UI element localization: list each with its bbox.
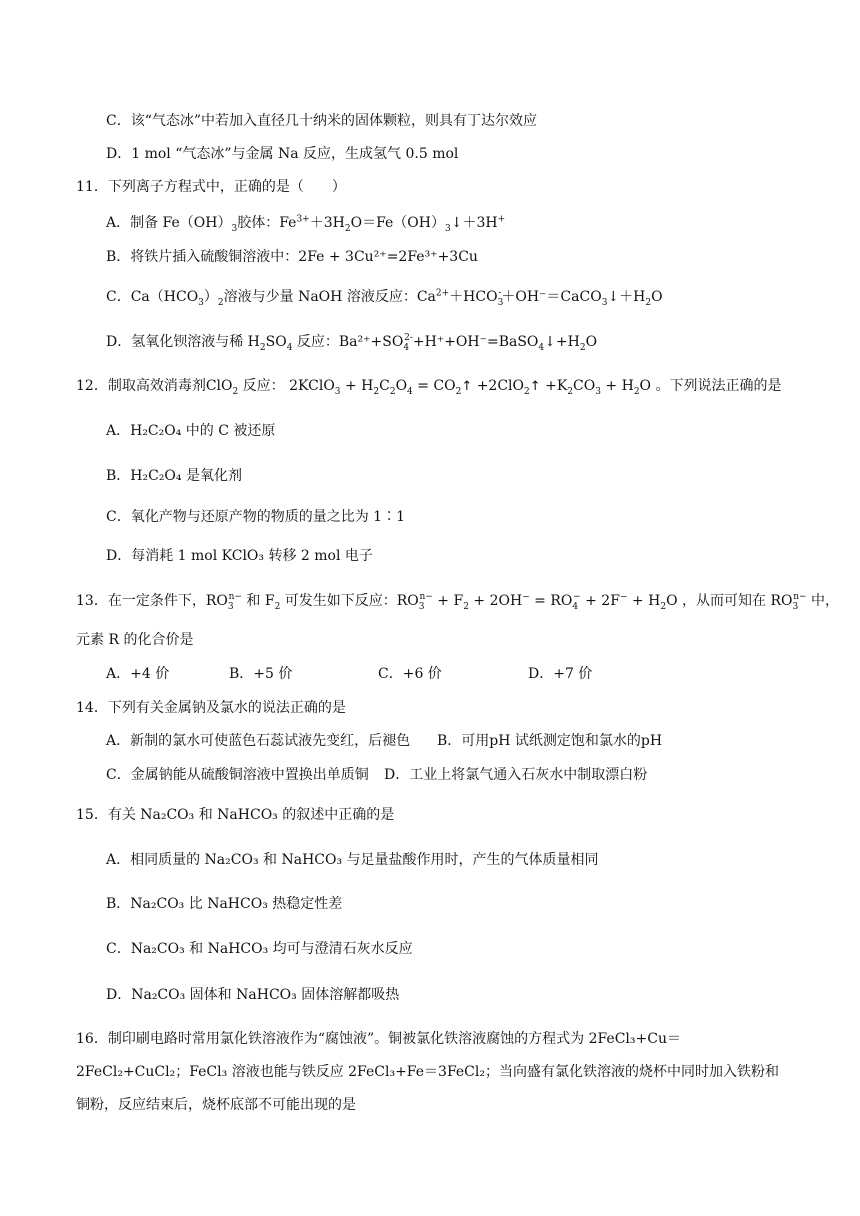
q13-option-a: A．+4 价 <box>106 666 170 682</box>
q12-option-c: C．氧化产物与还原产物的物质的量之比为 1∶1 <box>106 509 405 525</box>
q11-option-a: A．制备 $Fe(OH)_3$胶体：$Fe^{3+}+3H_2O=Fe(OH)_3↓+3H^+$ <box>106 214 506 234</box>
q13-stem-line2: 元素 R 的化合价是 <box>76 632 194 648</box>
q15-option-d: D．Na₂CO₃ 固体和 NaHCO₃ 固体溶解都吸热 <box>106 987 400 1003</box>
q14-option-b: B．可用pH 试纸测定饱和氯水的pH <box>437 733 663 749</box>
q16-stem-line2: 2FeCl₂+CuCl₂；FeCl₃ 溶液也能与铁反应 2FeCl₃+Fe＝3FeCl₂；当向盛有氯化铁溶液的烧杯中同时加入铁粉和 <box>76 1064 779 1080</box>
q14-option-c: C．金属钠能从硫酸铜溶液中置换出单质铜 <box>106 767 369 783</box>
q15-option-a: A．相同质量的 Na₂CO₃ 和 NaHCO₃ 与足量盐酸作用时，产生的气体质量相同 <box>106 852 599 868</box>
q13-stem: 13．在一定条件下，$RO_3^{n-}$ 和 $F_2$ 可发生如下反应：$RO_3^{n-} + F_2 + 2OH^- = RO_4^- + 2F^- + H_2O$ ，从而可知在 $RO_3^{n-}$ 中， <box>76 592 839 612</box>
q11-option-d: D．氢氧化钡溶液与稀 $H_2SO_4$ 反应：$Ba^{2+}+SO_4^{2-}+H^++OH^-=BaSO_4↓+H_2O$ <box>106 333 598 353</box>
q13-option-d: D．+7 价 <box>528 666 593 682</box>
q11-option-c: C．$Ca(HCO_3)_2$溶液与少量 NaOH 溶液反应：$Ca^{2+}+HCO_3^-+OH^-=CaCO_3↓+H_2O$ <box>106 288 663 308</box>
q15-stem: 15．有关 Na₂CO₃ 和 NaHCO₃ 的叙述中正确的是 <box>76 807 395 823</box>
q16-stem-line3: 铜粉，反应结束后，烧杯底部不可能出现的是 <box>76 1097 356 1113</box>
q15-option-c: C．Na₂CO₃ 和 NaHCO₃ 均可与澄清石灰水反应 <box>106 941 413 957</box>
q12-option-a: A．H₂C₂O₄ 中的 C 被还原 <box>106 423 276 439</box>
q14-stem: 14．下列有关金属钠及氯水的说法正确的是 <box>76 700 346 716</box>
q12-option-d: D．每消耗 1 mol KClO₃ 转移 2 mol 电子 <box>106 548 373 564</box>
q14-option-a: A．新制的氯水可使蓝色石蕊试液先变红，后褪色 <box>106 733 411 749</box>
q12-stem: 12．制取高效消毒剂ClO$_2$ 反应： 2KClO$_3$ + $H_2C_2O_4$ = $CO_2↑$ +2ClO$_2$↑ $+K_2CO_3 + H_2O$ 。下列说法正确的是 <box>76 378 782 397</box>
q10-option-d: D．1 mol “气态冰”与金属 Na 反应，生成氢气 0.5 mol <box>106 146 459 162</box>
q13-option-c: C．+6 价 <box>378 666 442 682</box>
q11-option-b: B．将铁片插入硫酸铜溶液中：2Fe + 3Cu²⁺=2Fe³⁺+3Cu <box>106 249 478 265</box>
q11-stem: 11．下列离子方程式中，正确的是（ ） <box>76 179 346 195</box>
q15-option-b: B．Na₂CO₃ 比 NaHCO₃ 热稳定性差 <box>106 896 343 912</box>
q12-option-b: B．H₂C₂O₄ 是氧化剂 <box>106 468 242 484</box>
q14-option-d: D．工业上将氯气通入石灰水中制取漂白粉 <box>384 767 648 783</box>
q10-option-c: C．该“气态冰”中若加入直径几十纳米的固体颗粒，则具有丁达尔效应 <box>106 113 538 129</box>
q16-stem-line1: 16．制印刷电路时常用氯化铁溶液作为“腐蚀液”。铜被氯化铁溶液腐蚀的方程式为 2FeCl₃+Cu＝ <box>76 1031 681 1047</box>
q13-option-b: B．+5 价 <box>229 666 293 682</box>
